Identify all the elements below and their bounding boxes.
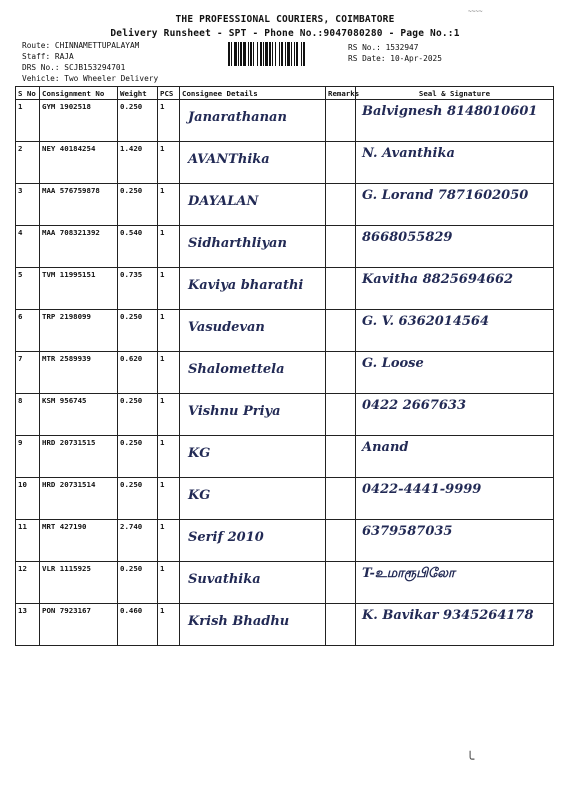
consignee-text: KG xyxy=(188,446,211,461)
col-remarks: Remarks xyxy=(326,87,356,100)
table-row xyxy=(16,268,554,310)
signature-text: Anand xyxy=(362,440,409,455)
vehicle-line: Vehicle: Two Wheeler Delivery xyxy=(22,74,159,83)
sno-text: 7 xyxy=(18,354,23,363)
pcs-cell xyxy=(158,352,180,394)
weight-text: 0.250 xyxy=(120,396,143,405)
table-row xyxy=(16,478,554,520)
rs-date-line: RS Date: 10-Apr-2025 xyxy=(348,54,442,63)
signature-cell xyxy=(356,604,554,646)
pcs-cell xyxy=(158,184,180,226)
consignment-text: HRD 20731514 xyxy=(42,480,96,489)
consignee-cell xyxy=(180,562,326,604)
weight-cell xyxy=(118,394,158,436)
weight-text: 0.735 xyxy=(120,270,143,279)
pcs-cell xyxy=(158,268,180,310)
table-header-row xyxy=(16,87,554,100)
weight-text: 0.250 xyxy=(120,438,143,447)
table-row xyxy=(16,394,554,436)
consignee-cell xyxy=(180,184,326,226)
consignee-text: Shalomettela xyxy=(188,362,285,377)
sno-cell xyxy=(16,520,40,562)
signature-text: G. Loose xyxy=(362,356,424,371)
consignment-cell xyxy=(40,142,118,184)
consignment-cell xyxy=(40,520,118,562)
remarks-cell xyxy=(326,604,356,646)
table-row xyxy=(16,100,554,142)
consignment-text: GYM 1902518 xyxy=(42,102,91,111)
sno-cell xyxy=(16,310,40,352)
consignee-cell xyxy=(180,100,326,142)
signature-text: G. V. 6362014564 xyxy=(362,314,490,329)
pcs-text: 1 xyxy=(160,186,165,195)
consignee-text: Suvathika xyxy=(188,572,261,587)
sno-text: 9 xyxy=(18,438,23,447)
table-row xyxy=(16,562,554,604)
pcs-text: 1 xyxy=(160,102,165,111)
consignee-cell xyxy=(180,604,326,646)
consignment-cell xyxy=(40,184,118,226)
signature-text: 6379587035 xyxy=(362,524,453,539)
sno-cell xyxy=(16,226,40,268)
consignee-cell xyxy=(180,520,326,562)
remarks-cell xyxy=(326,268,356,310)
signature-text: N. Avanthika xyxy=(362,146,455,161)
weight-text: 0.250 xyxy=(120,102,143,111)
consignment-cell xyxy=(40,562,118,604)
remarks-cell xyxy=(326,520,356,562)
col-consignment: Consignment No xyxy=(40,87,118,100)
rs-no-line: RS No.: 1532947 xyxy=(348,43,419,52)
consignee-text: Serif 2010 xyxy=(188,530,264,545)
rs-date-value: 10-Apr-2025 xyxy=(390,54,442,63)
signature-cell xyxy=(356,520,554,562)
meta-right xyxy=(348,42,442,64)
pcs-cell xyxy=(158,562,180,604)
weight-text: 0.250 xyxy=(120,312,143,321)
weight-text: 1.420 xyxy=(120,144,143,153)
pcs-cell xyxy=(158,520,180,562)
consignment-cell xyxy=(40,604,118,646)
weight-text: 0.250 xyxy=(120,480,143,489)
weight-cell xyxy=(118,268,158,310)
consignee-cell xyxy=(180,310,326,352)
pcs-cell xyxy=(158,394,180,436)
sno-cell xyxy=(16,100,40,142)
signature-text: K. Bavikar 9345264178 xyxy=(362,608,534,623)
sno-text: 2 xyxy=(18,144,23,153)
weight-cell xyxy=(118,184,158,226)
pcs-cell xyxy=(158,310,180,352)
weight-text: 0.460 xyxy=(120,606,143,615)
sno-text: 5 xyxy=(18,270,23,279)
pcs-text: 1 xyxy=(160,144,165,153)
sno-cell xyxy=(16,268,40,310)
pcs-text: 1 xyxy=(160,522,165,531)
signature-cell xyxy=(356,100,554,142)
col-pcs: PCS xyxy=(158,87,180,100)
consignee-cell xyxy=(180,478,326,520)
pcs-cell xyxy=(158,226,180,268)
signature-cell xyxy=(356,436,554,478)
pcs-cell xyxy=(158,142,180,184)
table-row xyxy=(16,352,554,394)
consignment-text: MAA 576759878 xyxy=(42,186,100,195)
consignee-cell xyxy=(180,226,326,268)
remarks-cell xyxy=(326,142,356,184)
sno-cell xyxy=(16,478,40,520)
weight-text: 2.740 xyxy=(120,522,143,531)
signature-cell xyxy=(356,352,554,394)
pcs-text: 1 xyxy=(160,438,165,447)
consignment-text: MAA 708321392 xyxy=(42,228,100,237)
consignment-text: MTR 2589939 xyxy=(42,354,91,363)
remarks-cell xyxy=(326,436,356,478)
weight-cell xyxy=(118,100,158,142)
pcs-cell xyxy=(158,478,180,520)
consignee-text: KG xyxy=(188,488,211,503)
consignee-cell xyxy=(180,352,326,394)
sno-cell xyxy=(16,352,40,394)
consignee-text: DAYALAN xyxy=(188,194,259,209)
pcs-cell xyxy=(158,604,180,646)
signature-cell xyxy=(356,268,554,310)
weight-cell xyxy=(118,562,158,604)
signature-text: T-உமாரூபிலோ xyxy=(362,566,455,581)
consignment-cell xyxy=(40,100,118,142)
sno-cell xyxy=(16,184,40,226)
consignee-cell xyxy=(180,142,326,184)
table-row xyxy=(16,604,554,646)
table-row xyxy=(16,520,554,562)
sno-cell xyxy=(16,394,40,436)
route-line: Route: CHINNAMETTUPALAYAM xyxy=(22,41,140,50)
consignment-text: HRD 20731515 xyxy=(42,438,96,447)
sno-text: 8 xyxy=(18,396,23,405)
consignee-text: AVANThika xyxy=(188,152,270,167)
signature-text: 0422 2667633 xyxy=(362,398,467,413)
signature-cell xyxy=(356,562,554,604)
sno-text: 4 xyxy=(18,228,23,237)
col-consignee: Consignee Details xyxy=(180,87,326,100)
remarks-cell xyxy=(326,478,356,520)
remarks-cell xyxy=(326,184,356,226)
pcs-text: 1 xyxy=(160,480,165,489)
remarks-cell xyxy=(326,226,356,268)
signature-text: 0422-4441-9999 xyxy=(362,482,482,497)
pcs-text: 1 xyxy=(160,606,165,615)
barcode-bar xyxy=(305,42,306,66)
col-weight: Weight xyxy=(118,87,158,100)
barcode xyxy=(228,42,340,66)
consignee-cell xyxy=(180,268,326,310)
weight-cell xyxy=(118,142,158,184)
weight-cell xyxy=(118,226,158,268)
signature-cell xyxy=(356,394,554,436)
rs-no-value: 1532947 xyxy=(385,43,419,52)
sno-text: 1 xyxy=(18,102,23,111)
signature-text: 8668055829 xyxy=(362,230,453,245)
remarks-cell xyxy=(326,100,356,142)
runsheet-subtitle: Delivery Runsheet - SPT - Phone No.:9047080280 - Page No.:1 xyxy=(110,28,460,39)
sno-text: 12 xyxy=(18,564,27,573)
pcs-text: 1 xyxy=(160,270,165,279)
drs-line: DRS No.: SCJB153294701 xyxy=(22,63,126,72)
weight-text: 0.620 xyxy=(120,354,143,363)
signature-text: Balvignesh 8148010601 xyxy=(362,104,538,119)
consignment-text: KSM 956745 xyxy=(42,396,87,405)
weight-cell xyxy=(118,520,158,562)
consignee-cell xyxy=(180,436,326,478)
staff-line: Staff: RAJA xyxy=(22,52,74,61)
signature-text: Kavitha 8825694662 xyxy=(362,272,514,287)
signature-text: G. Lorand 7871602050 xyxy=(362,188,529,203)
consignment-text: TRP 2198099 xyxy=(42,312,91,321)
pcs-text: 1 xyxy=(160,354,165,363)
col-sno: S No xyxy=(16,87,40,100)
weight-text: 0.540 xyxy=(120,228,143,237)
drs-value: SCJB153294701 xyxy=(64,63,126,72)
sno-cell xyxy=(16,142,40,184)
col-signature: Seal & Signature xyxy=(356,87,554,100)
consignee-text: Vishnu Priya xyxy=(188,404,281,419)
pcs-text: 1 xyxy=(160,396,165,405)
consignment-cell xyxy=(40,478,118,520)
sno-text: 13 xyxy=(18,606,27,615)
consignment-text: VLR 1115925 xyxy=(42,564,91,573)
consignment-cell xyxy=(40,394,118,436)
pcs-text: 1 xyxy=(160,228,165,237)
consignee-text: Vasudevan xyxy=(188,320,265,335)
consignee-text: Kaviya bharathi xyxy=(188,278,304,293)
pen-mark: ╰ xyxy=(466,752,475,768)
sno-cell xyxy=(16,604,40,646)
signature-cell xyxy=(356,226,554,268)
pcs-text: 1 xyxy=(160,312,165,321)
staff-value: RAJA xyxy=(54,52,74,61)
consignment-text: NEY 40184254 xyxy=(42,144,96,153)
weight-cell xyxy=(118,478,158,520)
table-row xyxy=(16,142,554,184)
remarks-cell xyxy=(326,352,356,394)
remarks-cell xyxy=(326,310,356,352)
pcs-text: 1 xyxy=(160,564,165,573)
consignment-cell xyxy=(40,226,118,268)
sno-cell xyxy=(16,436,40,478)
table-row xyxy=(16,436,554,478)
signature-cell xyxy=(356,478,554,520)
consignee-text: Janarathanan xyxy=(188,110,287,125)
signature-cell xyxy=(356,184,554,226)
weight-text: 0.250 xyxy=(120,186,143,195)
consignee-cell xyxy=(180,394,326,436)
consignment-cell xyxy=(40,310,118,352)
remarks-cell xyxy=(326,562,356,604)
vehicle-value: Two Wheeler Delivery xyxy=(64,74,159,83)
sno-text: 10 xyxy=(18,480,27,489)
consignment-text: PON 7923167 xyxy=(42,606,91,615)
consignment-cell xyxy=(40,436,118,478)
table-row xyxy=(16,310,554,352)
corner-stamp: ~~~~ xyxy=(468,8,483,15)
company-title: THE PROFESSIONAL COURIERS, COIMBATORE xyxy=(175,14,395,25)
signature-cell xyxy=(356,310,554,352)
consignee-text: Sidharthliyan xyxy=(188,236,287,251)
pcs-cell xyxy=(158,100,180,142)
consignment-cell xyxy=(40,352,118,394)
consignment-text: TVM 11995151 xyxy=(42,270,96,279)
weight-cell xyxy=(118,604,158,646)
consignment-text: MRT 427190 xyxy=(42,522,87,531)
sno-cell xyxy=(16,562,40,604)
sno-text: 6 xyxy=(18,312,23,321)
sno-text: 11 xyxy=(18,522,27,531)
route-value: CHINNAMETTUPALAYAM xyxy=(54,41,140,50)
meta-left xyxy=(22,40,158,84)
weight-text: 0.250 xyxy=(120,564,143,573)
table-row xyxy=(16,184,554,226)
weight-cell xyxy=(118,352,158,394)
table-row xyxy=(16,226,554,268)
sno-text: 3 xyxy=(18,186,23,195)
consignee-text: Krish Bhadhu xyxy=(188,614,290,629)
weight-cell xyxy=(118,310,158,352)
consignment-cell xyxy=(40,268,118,310)
weight-cell xyxy=(118,436,158,478)
pcs-cell xyxy=(158,436,180,478)
signature-cell xyxy=(356,142,554,184)
remarks-cell xyxy=(326,394,356,436)
runsheet-table xyxy=(15,86,554,646)
